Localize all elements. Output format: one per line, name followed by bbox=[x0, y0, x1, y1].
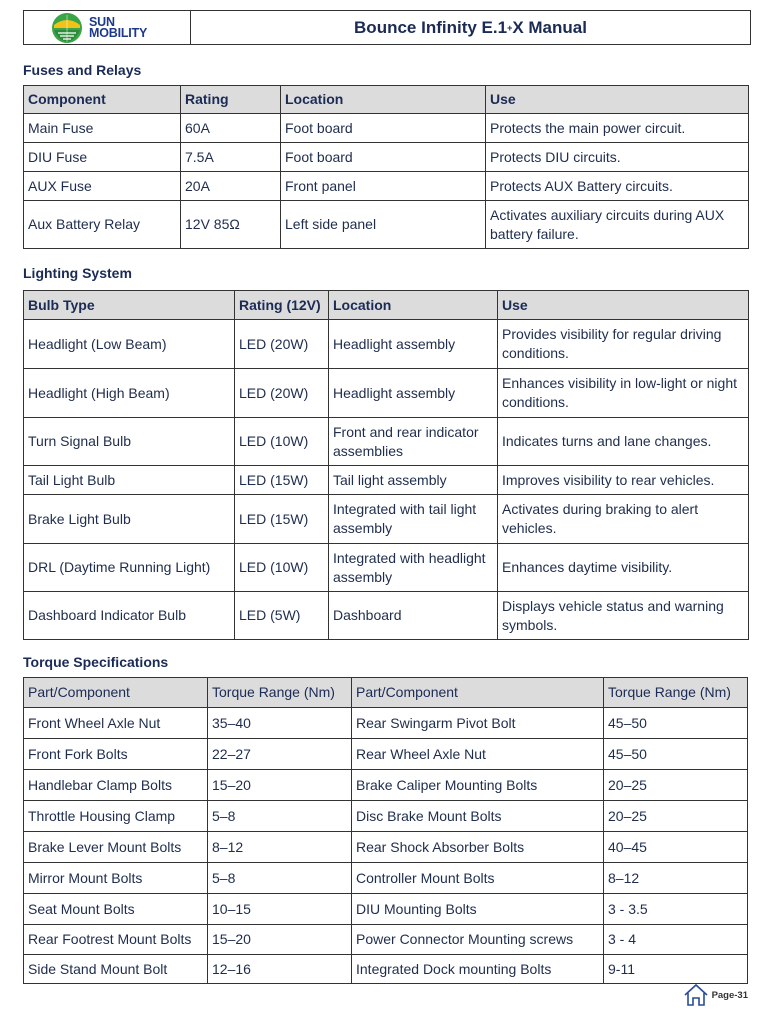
table-cell: LED (15W) bbox=[235, 495, 329, 544]
table-cell: Enhances visibility in low-light or night conditions. bbox=[498, 369, 749, 418]
table-cell: 5–8 bbox=[208, 801, 352, 832]
table-cell: Improves visibility to rear vehicles. bbox=[498, 466, 749, 495]
table-cell: Throttle Housing Clamp bbox=[24, 801, 208, 832]
table-cell: Activates during braking to alert vehicles. bbox=[498, 495, 749, 544]
table-row bbox=[24, 863, 748, 894]
table-cell: Front Wheel Axle Nut bbox=[24, 708, 208, 739]
table-row bbox=[24, 466, 749, 495]
table-cell: Front and rear indicator assemblies bbox=[329, 418, 498, 466]
table-row bbox=[24, 832, 748, 863]
fuses-section-title: Fuses and Relays bbox=[23, 62, 142, 78]
table-cell: LED (20W) bbox=[235, 320, 329, 369]
lighting-table bbox=[23, 290, 749, 640]
table-cell: 12V 85Ω bbox=[181, 201, 281, 249]
page-number: Page-31 bbox=[711, 989, 748, 1001]
table-cell: Brake Lever Mount Bolts bbox=[24, 832, 208, 863]
table-cell: Main Fuse bbox=[24, 114, 181, 143]
table-cell: Side Stand Mount Bolt bbox=[24, 955, 208, 984]
table-cell: 7.5A bbox=[181, 143, 281, 172]
table-cell: Controller Mount Bolts bbox=[352, 863, 604, 894]
table-cell: Integrated with headlight assembly bbox=[329, 544, 498, 592]
lighting-header-bulb-type: Bulb Type bbox=[24, 291, 235, 320]
table-cell: 60A bbox=[181, 114, 281, 143]
document-title bbox=[191, 11, 750, 44]
table-row bbox=[24, 201, 749, 249]
table-cell: 45–50 bbox=[604, 739, 748, 770]
table-row bbox=[24, 495, 749, 544]
table-row bbox=[24, 770, 748, 801]
table-cell: Protects DIU circuits. bbox=[486, 143, 749, 172]
table-cell: Enhances daytime visibility. bbox=[498, 544, 749, 592]
lighting-header-use: Use bbox=[498, 291, 749, 320]
table-cell: AUX Fuse bbox=[24, 172, 181, 201]
table-cell: LED (20W) bbox=[235, 369, 329, 418]
torque-header-part-right: Part/Component bbox=[352, 678, 604, 708]
table-cell: 10–15 bbox=[208, 894, 352, 925]
table-cell: 22–27 bbox=[208, 739, 352, 770]
table-cell: 15–20 bbox=[208, 770, 352, 801]
table-cell: 3 - 4 bbox=[604, 925, 748, 955]
table-cell: Left side panel bbox=[281, 201, 486, 249]
table-cell: Provides visibility for regular driving conditions. bbox=[498, 320, 749, 369]
table-cell: 8–12 bbox=[604, 863, 748, 894]
table-cell: Front Fork Bolts bbox=[24, 739, 208, 770]
table-cell: Brake Caliper Mounting Bolts bbox=[352, 770, 604, 801]
title-prefix: Bounce Infinity E.1 bbox=[354, 17, 508, 37]
lighting-header-location: Location bbox=[329, 291, 498, 320]
table-cell: Front panel bbox=[281, 172, 486, 201]
table-cell: Headlight (Low Beam) bbox=[24, 320, 235, 369]
table-row bbox=[24, 143, 749, 172]
table-row bbox=[24, 418, 749, 466]
table-cell: LED (10W) bbox=[235, 418, 329, 466]
table-row bbox=[24, 114, 749, 143]
table-cell: LED (15W) bbox=[235, 466, 329, 495]
table-row bbox=[24, 544, 749, 592]
lighting-header-rating: Rating (12V) bbox=[235, 291, 329, 320]
table-row bbox=[24, 894, 748, 925]
table-cell: Headlight (High Beam) bbox=[24, 369, 235, 418]
lighting-section-title: Lighting System bbox=[23, 265, 132, 281]
table-cell: Integrated with tail light assembly bbox=[329, 495, 498, 544]
torque-header-part-left: Part/Component bbox=[24, 678, 208, 708]
table-row bbox=[24, 172, 749, 201]
table-cell: Foot board bbox=[281, 143, 486, 172]
table-cell: LED (5W) bbox=[235, 592, 329, 640]
table-cell: 35–40 bbox=[208, 708, 352, 739]
torque-header-range-right: Torque Range (Nm) bbox=[604, 678, 748, 708]
fuses-header-location: Location bbox=[281, 86, 486, 114]
torque-table bbox=[23, 677, 748, 984]
table-cell: Dashboard Indicator Bulb bbox=[24, 592, 235, 640]
title-suffix: X Manual bbox=[512, 17, 587, 37]
table-cell: Disc Brake Mount Bolts bbox=[352, 801, 604, 832]
table-cell: Brake Light Bulb bbox=[24, 495, 235, 544]
table-cell: Rear Wheel Axle Nut bbox=[352, 739, 604, 770]
table-cell: Integrated Dock mounting Bolts bbox=[352, 955, 604, 984]
table-cell: DRL (Daytime Running Light) bbox=[24, 544, 235, 592]
table-row bbox=[24, 320, 749, 369]
table-cell: Turn Signal Bulb bbox=[24, 418, 235, 466]
table-row bbox=[24, 925, 748, 955]
table-cell: DIU Mounting Bolts bbox=[352, 894, 604, 925]
table-cell: Rear Shock Absorber Bolts bbox=[352, 832, 604, 863]
logo-line-2: MOBILITY bbox=[89, 25, 148, 40]
title-sup: + bbox=[507, 22, 513, 33]
fuses-header-rating: Rating bbox=[181, 86, 281, 114]
table-cell: 12–16 bbox=[208, 955, 352, 984]
table-cell: Headlight assembly bbox=[329, 320, 498, 369]
table-cell: Activates auxiliary circuits during AUX battery failure. bbox=[486, 201, 749, 249]
table-cell: Dashboard bbox=[329, 592, 498, 640]
home-icon[interactable] bbox=[683, 983, 709, 1007]
table-cell: Foot board bbox=[281, 114, 486, 143]
table-cell: Protects the main power circuit. bbox=[486, 114, 749, 143]
table-cell: 20–25 bbox=[604, 801, 748, 832]
table-cell: 45–50 bbox=[604, 708, 748, 739]
table-cell: Tail Light Bulb bbox=[24, 466, 235, 495]
table-cell: 40–45 bbox=[604, 832, 748, 863]
logo-wordmark bbox=[89, 14, 148, 40]
table-cell: Aux Battery Relay bbox=[24, 201, 181, 249]
table-cell: Indicates turns and lane changes. bbox=[498, 418, 749, 466]
table-row bbox=[24, 955, 748, 984]
table-row bbox=[24, 592, 749, 640]
table-row bbox=[24, 801, 748, 832]
table-cell: Handlebar Clamp Bolts bbox=[24, 770, 208, 801]
table-cell: 20A bbox=[181, 172, 281, 201]
fuses-header-component: Component bbox=[24, 86, 181, 114]
sun-mobility-logo bbox=[24, 11, 191, 44]
logo-line-1: SUN bbox=[89, 14, 115, 29]
table-row bbox=[24, 708, 748, 739]
table-cell: 15–20 bbox=[208, 925, 352, 955]
document-header bbox=[23, 10, 751, 45]
table-cell: Headlight assembly bbox=[329, 369, 498, 418]
torque-header-range-left: Torque Range (Nm) bbox=[208, 678, 352, 708]
table-cell: 9-11 bbox=[604, 955, 748, 984]
table-row bbox=[24, 739, 748, 770]
table-cell: 8–12 bbox=[208, 832, 352, 863]
torque-section-title: Torque Specifications bbox=[23, 654, 169, 670]
sun-globe-icon bbox=[50, 11, 84, 45]
table-cell: Rear Swingarm Pivot Bolt bbox=[352, 708, 604, 739]
table-cell: 5–8 bbox=[208, 863, 352, 894]
fuses-table bbox=[23, 85, 749, 249]
table-cell: Rear Footrest Mount Bolts bbox=[24, 925, 208, 955]
table-cell: Mirror Mount Bolts bbox=[24, 863, 208, 894]
page-footer bbox=[683, 983, 748, 1007]
table-cell: DIU Fuse bbox=[24, 143, 181, 172]
fuses-header-use: Use bbox=[486, 86, 749, 114]
table-cell: Tail light assembly bbox=[329, 466, 498, 495]
table-cell: LED (10W) bbox=[235, 544, 329, 592]
table-cell: 20–25 bbox=[604, 770, 748, 801]
table-cell: Protects AUX Battery circuits. bbox=[486, 172, 749, 201]
table-cell: 3 - 3.5 bbox=[604, 894, 748, 925]
table-row bbox=[24, 369, 749, 418]
table-cell: Power Connector Mounting screws bbox=[352, 925, 604, 955]
table-cell: Displays vehicle status and warning symbols. bbox=[498, 592, 749, 640]
table-cell: Seat Mount Bolts bbox=[24, 894, 208, 925]
